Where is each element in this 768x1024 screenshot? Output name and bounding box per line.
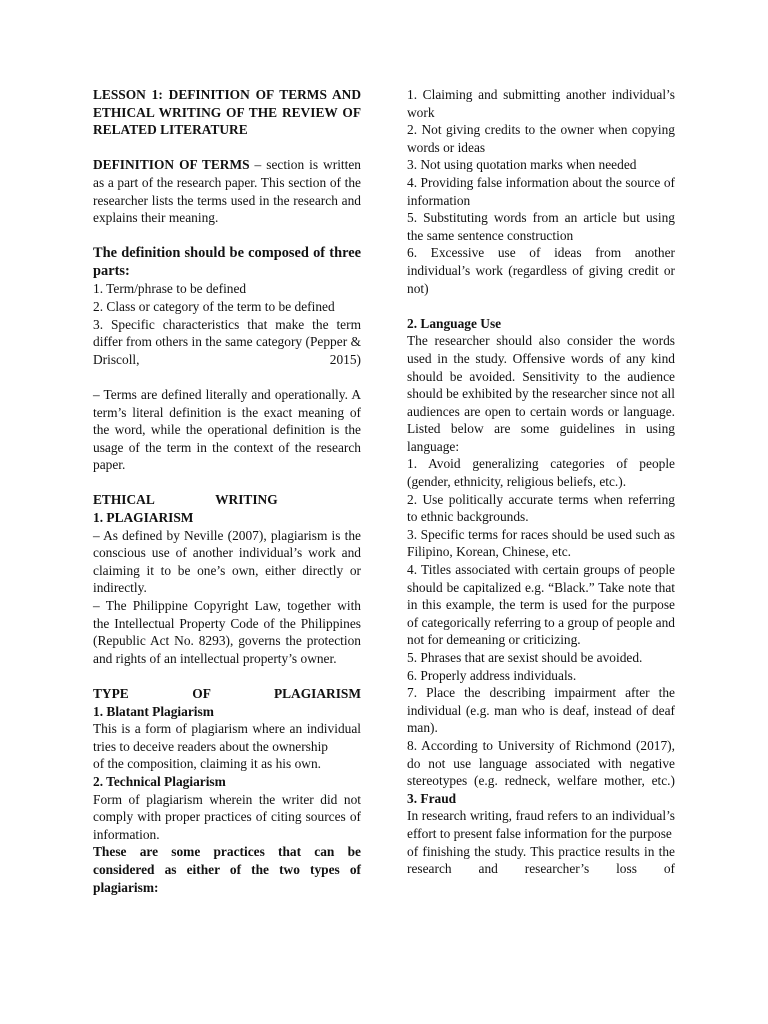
practice-item-4: 4. Providing false information about the source of information [407, 174, 675, 208]
guideline-item-2: 2. Use politically accurate terms when referring to ethnic backgrounds. [407, 491, 675, 525]
practice-item-1: 1. Claiming and submitting another individual’s work [407, 87, 675, 120]
part-item-2: 2. Class or category of the term to be defined [93, 298, 335, 314]
ethical-writing-heading: ETHICAL WRITING [93, 492, 278, 508]
type-of-plagiarism-heading: TYPE OF PLAGIARISM [93, 686, 361, 701]
plagiarism-definition: – As defined by Neville (2007), plagiarism is the conscious use of another individual’s work and claiming it to be one’s own, either directly or indirectly. [93, 527, 361, 596]
definition-of-terms-text: – section is written as a part of the research paper. This section of the researcher lists the terms used in the research and explains their meaning. [93, 157, 361, 226]
three-parts-heading: The definition should be composed of three parts: [93, 245, 361, 280]
definition-of-terms-paragraph [93, 156, 361, 226]
fraud-text-1: In research writing, fraud refers to an individual’s effort to present false information for the purpose [407, 808, 675, 841]
guideline-item-5: 5. Phrases that are sexist should be avoided. [407, 650, 643, 665]
copyright-law-paragraph: – The Philippine Copyright Law, together with the Intellectual Property Code of the Philippines (Republic Act No. 8293), governs the protection and rights of an intellectual property’s owner. [93, 598, 361, 666]
practice-item-6: 6. Excessive use of ideas from another individual’s work (regardless of giving credit or not) [407, 245, 675, 296]
language-use-intro: The researcher should also consider the words used in the study. Offensive words of any kind should be avoided. Sensitivity to the audience should be exhibited by the researcher since not all audiences are open to certain words or language. Listed below are some guidelines in using language: [407, 333, 675, 454]
guideline-item-6: 6. Properly address individuals. [407, 667, 577, 683]
literal-operational-paragraph: – Terms are defined literally and operationally. A term’s literal definition is the exact meaning of the word, while the operational definition is the usage of the term in the context of the research paper. [93, 386, 361, 473]
practices-heading: These are some practices that can be considered as either of the two types of plagiarism: [93, 844, 361, 895]
technical-plagiarism-text: Form of plagiarism wherein the writer did not comply with proper practices of citing sources of information. [93, 791, 361, 842]
practice-item-5: 5. Substituting words from an article but using the same sentence construction [407, 210, 675, 243]
blatant-plagiarism-heading: 1. Blatant Plagiarism [93, 703, 214, 719]
part-item-3: 3. Specific characteristics that make the term differ from others in the same category (Pepper & Driscoll, 2015) [93, 316, 361, 367]
technical-plagiarism-heading: 2. Technical Plagiarism [93, 773, 226, 789]
plagiarism-heading: 1. PLAGIARISM [93, 510, 194, 526]
lesson-title: LESSON 1: DEFINITION OF TERMS AND ETHICAL WRITING OF THE REVIEW OF RELATED LITERATURE [93, 87, 361, 138]
right-column [407, 86, 675, 878]
guideline-item-1: 1. Avoid generalizing categories of people (gender, ethnicity, religious beliefs, etc.). [407, 456, 675, 490]
left-column [93, 86, 361, 896]
guideline-item-4: 4. Titles associated with certain groups of people should be capitalized e.g. “Black.” Take note that in this example, the term is used for the purpose of categorically referring to a group of people and not for demeaning or criticizing. [407, 562, 675, 648]
definition-of-terms-label: DEFINITION OF TERMS [93, 157, 250, 173]
practice-item-2: 2. Not giving credits to the owner when copying words or ideas [407, 122, 675, 155]
guideline-item-7: 7. Place the describing impairment after the individual (e.g. man who is deaf, instead of deaf man). [407, 685, 675, 736]
blatant-plagiarism-text-2: of the composition, claiming it as his own. [93, 756, 321, 772]
fraud-text-2: of finishing the study. This practice results in the research and researcher’s loss of [407, 843, 675, 877]
guideline-item-8: 8. According to University of Richmond (2017), do not use language associated with negative stereotypes (e.g. redneck, welfare mother, etc.) [407, 737, 675, 789]
fraud-heading: 3. Fraud [407, 790, 457, 806]
guideline-item-3: 3. Specific terms for races should be used such as Filipino, Korean, Chinese, etc. [407, 526, 675, 560]
language-use-heading: 2. Language Use [407, 315, 502, 331]
blatant-plagiarism-text-1: This is a form of plagiarism where an individual tries to deceive readers about the ownership [93, 721, 361, 754]
part-item-1: 1. Term/phrase to be defined [93, 281, 247, 297]
practice-item-3: 3. Not using quotation marks when needed [407, 157, 637, 173]
